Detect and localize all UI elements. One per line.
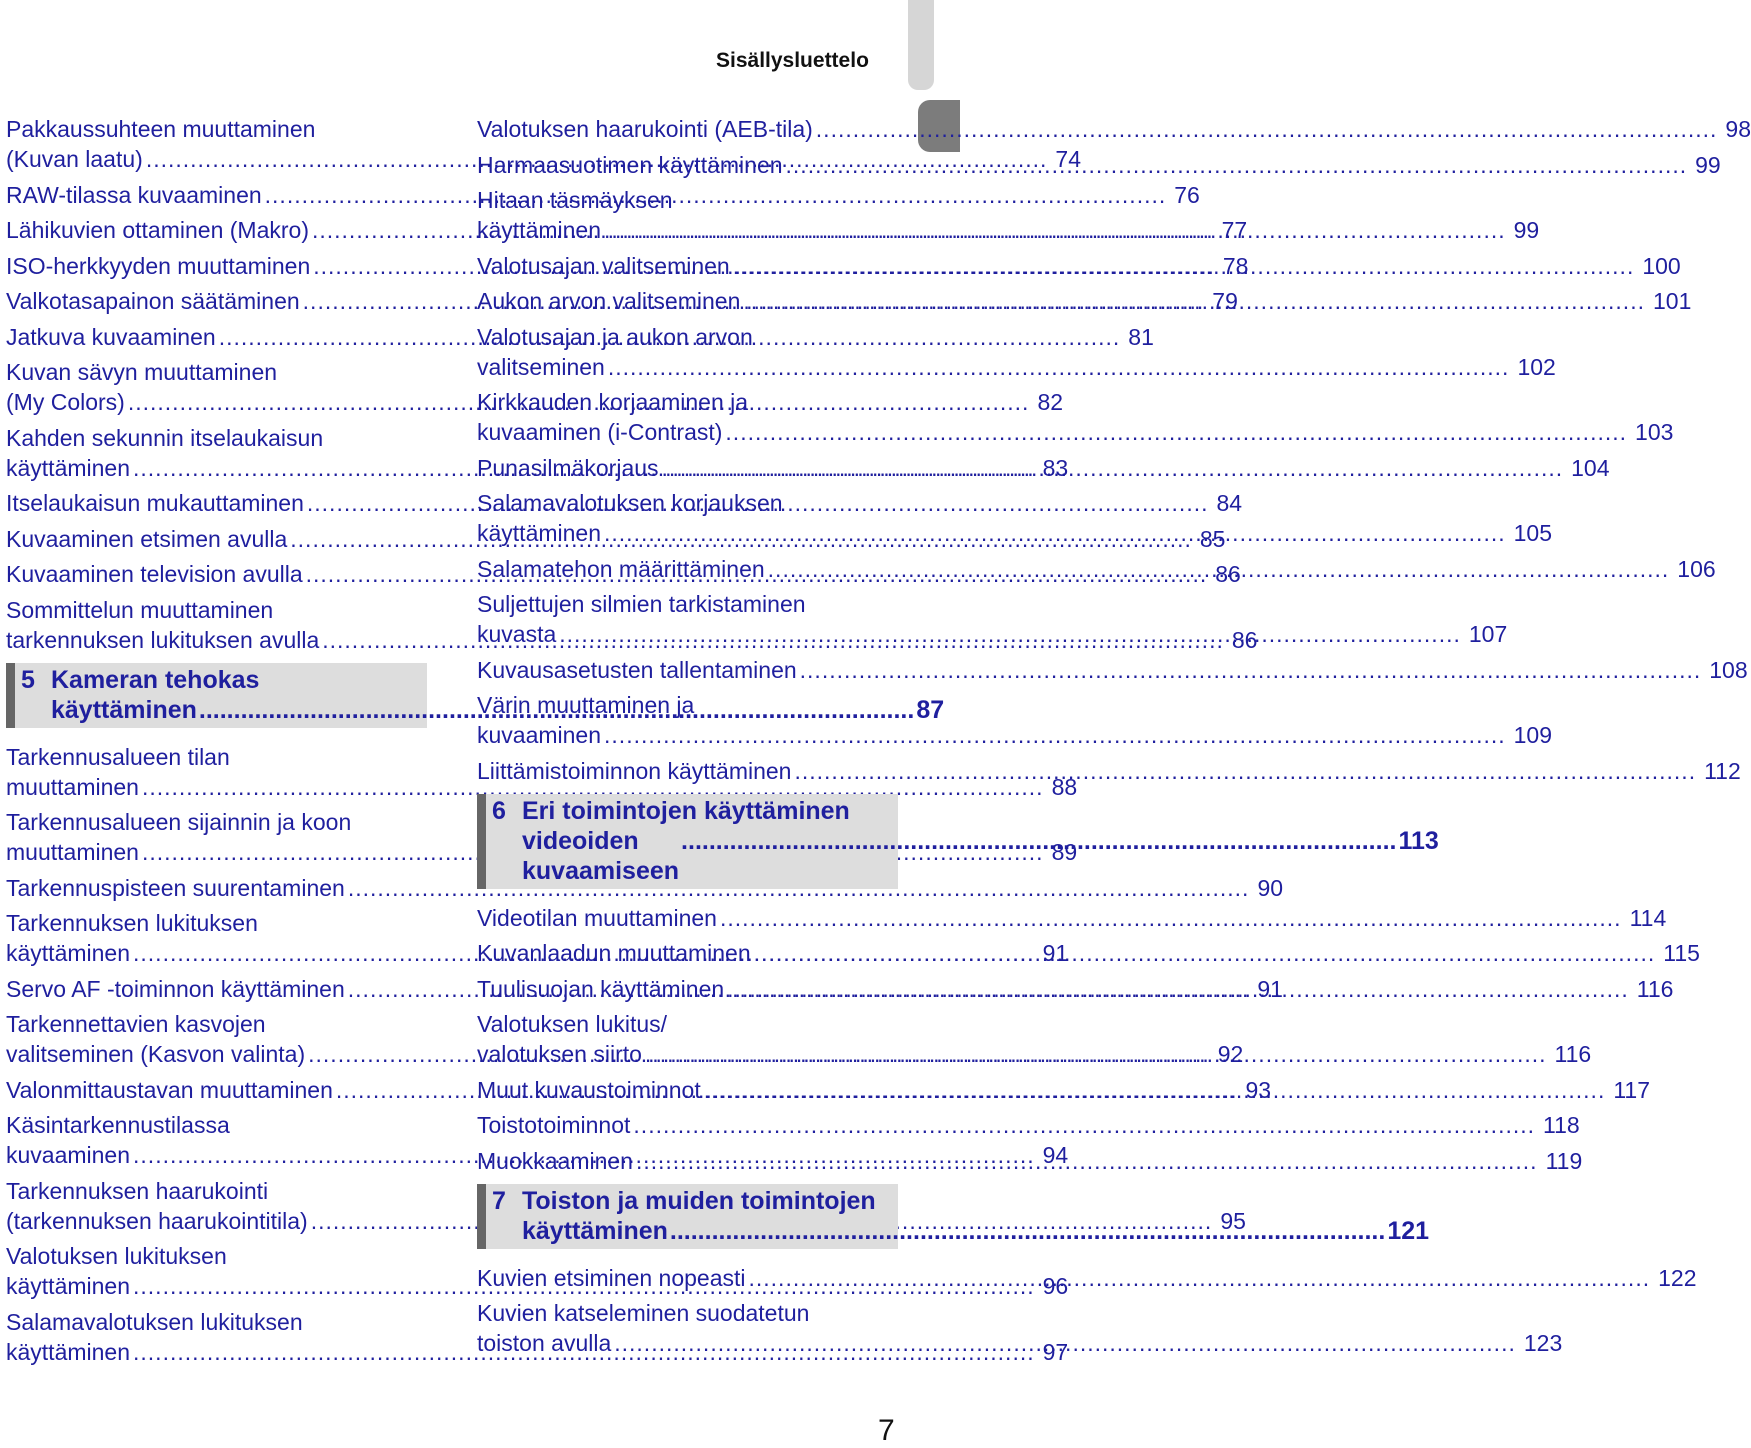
- chapter-heading-body: [522, 1186, 1429, 1246]
- entry-page-number: 85: [1199, 525, 1226, 552]
- entry-text: Kuvausasetusten tallentaminen: [477, 656, 797, 683]
- dot-leader: [681, 826, 1396, 856]
- chapter-title-row: [522, 1216, 1429, 1246]
- toc-entry[interactable]: [477, 756, 1741, 786]
- entry-page-number: 107: [1468, 621, 1508, 647]
- entry-title: Kahden sekunnin itselaukaisun: [6, 424, 324, 451]
- entry-title: Värin muuttaminen ja: [477, 692, 695, 718]
- chapter-title: Kameran tehokas: [51, 665, 260, 694]
- dot-leader: [786, 150, 1688, 180]
- dot-leader: [754, 938, 1656, 968]
- entry-page-number: 92: [1217, 1041, 1244, 1067]
- entry-page-number: 104: [1571, 454, 1610, 481]
- entry-text: muuttaminen: [6, 773, 139, 800]
- toc-entry[interactable]: [477, 655, 1748, 685]
- chapter-page-number: 121: [1387, 1216, 1430, 1245]
- entry-text: Itselaukaisun mukauttaminen: [6, 490, 304, 516]
- entry-text: Kuvaaminen television avulla: [6, 561, 303, 587]
- entry-page-number: 91: [1257, 975, 1283, 1002]
- entry-text: käyttäminen: [6, 1273, 131, 1299]
- entry-row: [477, 352, 1556, 382]
- entry-text: Harmaasuotimen käyttäminen: [477, 151, 783, 178]
- entry-title: Käsintarkennustilassa: [6, 1112, 230, 1138]
- entry-page-number: 76: [1174, 181, 1200, 208]
- chapter-title: Eri toimintojen käyttäminen: [522, 796, 850, 825]
- entry-title: Kuvien katseleminen suodatetun: [477, 1300, 810, 1326]
- dot-leader: [727, 974, 1629, 1004]
- entry-text: Jatkuva kuvaaminen: [6, 323, 216, 350]
- entry-page-number: 118: [1543, 1112, 1580, 1138]
- entry-title: Tarkennusalueen tilan: [6, 743, 230, 770]
- entry-text: Punasilmäkorjaus: [477, 454, 659, 481]
- entry-page-number: 83: [1042, 454, 1069, 481]
- chapter-title: Toiston ja muiden toimintojen: [522, 1186, 876, 1215]
- entry-title: Kirkkauden korjaaminen ja: [477, 389, 749, 415]
- entry-text: valitseminen (Kasvon valinta): [6, 1041, 306, 1067]
- entry-page-number: 77: [1221, 217, 1248, 243]
- entry-text: Lähikuvien ottaminen (Makro): [6, 217, 309, 243]
- entry-text: käyttäminen: [6, 940, 131, 966]
- chapter-number: 6: [492, 796, 506, 825]
- entry-row: [6, 873, 1284, 903]
- dot-leader: [670, 1216, 1385, 1246]
- toc-entry[interactable]: [477, 903, 1667, 933]
- entry-text: Servo AF -toiminnon käyttäminen: [6, 975, 345, 1002]
- entry-row: [477, 655, 1748, 685]
- entry-title: Salamavalotuksen lukituksen: [6, 1308, 303, 1335]
- entry-text: ISO-herkkyyden muuttaminen: [6, 252, 311, 279]
- entry-text: Tuulisuojan käyttäminen: [477, 975, 725, 1002]
- entry-text: käyttäminen: [477, 520, 602, 546]
- entry-page-number: 109: [1513, 722, 1553, 748]
- toc-entry[interactable]: [477, 114, 1751, 144]
- entry-title: Sommittelun muuttaminen: [6, 596, 274, 623]
- entry-text: Kuvien etsiminen nopeasti: [477, 1264, 746, 1291]
- dot-leader: [645, 1039, 1547, 1069]
- entry-page-number: 105: [1513, 520, 1552, 546]
- entry-page-number: 94: [1042, 1142, 1069, 1168]
- dot-leader: [733, 251, 1635, 281]
- dot-leader: [608, 352, 1510, 382]
- entry-page-number: 123: [1523, 1330, 1563, 1356]
- dot-leader: [800, 655, 1702, 685]
- chapter-title-continued: videoiden kuvaamiseen: [522, 826, 680, 885]
- entry-row: [477, 114, 1751, 144]
- chapter-title-continued: käyttäminen: [51, 695, 197, 724]
- entry-page-number: 79: [1212, 288, 1238, 314]
- chapter-number: 7: [492, 1186, 506, 1215]
- entry-page-number: 114: [1629, 904, 1667, 931]
- entry-page-number: 74: [1055, 146, 1082, 172]
- dot-leader: [743, 286, 1645, 316]
- chapter-number: 5: [21, 665, 35, 694]
- page-number: 7: [878, 1414, 895, 1447]
- entry-text: Tarkennuspisteen suurentaminen: [6, 874, 345, 901]
- entry-row: [477, 417, 1674, 447]
- dot-leader: [559, 619, 1461, 649]
- entry-page-number: 122: [1658, 1264, 1697, 1291]
- entry-title: Tarkennusalueen sijainnin ja koon: [6, 809, 352, 835]
- chapter-page-number: 113: [1398, 826, 1439, 855]
- entry-text: toiston avulla: [477, 1330, 612, 1356]
- entry-title: Valotuksen lukituksen: [6, 1243, 227, 1269]
- running-header: Sisällysluettelo: [716, 49, 869, 72]
- entry-page-number: 86: [1231, 626, 1258, 653]
- entry-text: (Kuvan laatu): [6, 146, 143, 172]
- chapter-title-continued: käyttäminen: [522, 1216, 668, 1245]
- entry-text: (tarkennuksen haarukointitila): [6, 1207, 308, 1234]
- entry-text: Aukon arvon valitseminen: [477, 288, 741, 314]
- dot-leader: [725, 417, 1627, 447]
- dot-leader: [633, 1110, 1535, 1140]
- entry-text: käyttäminen: [6, 1338, 131, 1365]
- entry-page-number: 115: [1663, 940, 1700, 966]
- entry-page-number: 119: [1545, 1147, 1583, 1174]
- entry-row: [477, 720, 1553, 750]
- entry-title: Hitaan täsmäyksen: [477, 187, 673, 213]
- toc-entry[interactable]: [477, 1110, 1580, 1140]
- dot-leader: [604, 215, 1506, 245]
- entry-title: Valotuksen lukitus/: [477, 1011, 668, 1037]
- dot-leader: [662, 453, 1564, 483]
- chapter-heading-body: [522, 796, 1439, 886]
- entry-text: Kuvaaminen etsimen avulla: [6, 525, 288, 552]
- entry-text: käyttäminen: [6, 454, 131, 481]
- entry-text: RAW-tilassa kuvaaminen: [6, 181, 262, 208]
- dot-leader: [636, 1146, 1538, 1176]
- entry-page-number: 81: [1128, 323, 1154, 350]
- entry-page-number: 108: [1709, 656, 1748, 683]
- entry-title: Tarkennuksen haarukointi: [6, 1177, 269, 1204]
- chapter-title-row: [522, 826, 1439, 886]
- entry-text: Valotusajan valitseminen: [477, 252, 730, 279]
- entry-text: Muut kuvaustoiminnot: [477, 1076, 701, 1103]
- entry-page-number: 97: [1042, 1338, 1069, 1365]
- entry-row: [477, 1110, 1580, 1140]
- entry-page-number: 82: [1037, 389, 1064, 415]
- toc-entry[interactable]: [6, 873, 1284, 903]
- entry-row: [477, 756, 1741, 786]
- chapter-page-number: 87: [916, 695, 945, 724]
- entry-text: Valkotasapainon säätäminen: [6, 288, 300, 314]
- dot-leader: [749, 1263, 1651, 1293]
- entry-page-number: 88: [1051, 773, 1078, 800]
- dot-leader: [604, 720, 1506, 750]
- entry-page-number: 112: [1704, 757, 1741, 784]
- entry-page-number: 99: [1513, 217, 1540, 243]
- entry-row: [477, 903, 1667, 933]
- entry-page-number: 117: [1613, 1076, 1651, 1103]
- entry-title: Salamavalotuksen korjauksen: [477, 490, 783, 516]
- dot-leader: [720, 903, 1622, 933]
- entry-page-number: 101: [1652, 288, 1692, 314]
- entry-text: Liittämistoiminnon käyttäminen: [477, 757, 792, 784]
- entry-page-number: 84: [1216, 490, 1243, 516]
- entry-title: Tarkennuksen lukituksen: [6, 910, 258, 936]
- entry-title: Suljettujen silmien tarkistaminen: [477, 591, 806, 617]
- entry-title: Valotusajan ja aukon arvon: [477, 323, 753, 350]
- entry-text: Toistotoiminnot: [477, 1112, 631, 1138]
- entry-text: kuvaaminen: [6, 1142, 131, 1168]
- entry-page-number: 89: [1051, 839, 1078, 865]
- entry-text: kuvasta: [477, 621, 557, 647]
- dot-leader: [794, 756, 1696, 786]
- entry-page-number: 90: [1257, 874, 1284, 901]
- dot-leader: [604, 518, 1506, 548]
- entry-page-number: 78: [1222, 252, 1249, 279]
- entry-page-number: 106: [1677, 555, 1716, 582]
- entry-text: Valotuksen haarukointi (AEB-tila): [477, 116, 813, 142]
- entry-page-number: 96: [1042, 1273, 1069, 1299]
- entry-page-number: 116: [1554, 1041, 1592, 1067]
- entry-text: Kuvanlaadun muuttaminen: [477, 940, 751, 966]
- entry-text: Valonmittaustavan muuttaminen: [6, 1076, 333, 1103]
- entry-text: Videotilan muuttaminen: [477, 904, 717, 931]
- entry-page-number: 99: [1695, 151, 1721, 178]
- entry-text: valitseminen: [477, 353, 605, 380]
- entry-page-number: 86: [1215, 561, 1241, 587]
- entry-text: valotuksen siirto: [477, 1041, 642, 1067]
- entry-text: tarkennuksen lukituksen avulla: [6, 626, 320, 653]
- entry-page-number: 93: [1245, 1076, 1272, 1103]
- entry-page-number: 116: [1636, 975, 1674, 1002]
- dot-leader: [614, 1328, 1516, 1358]
- entry-text: käyttäminen: [477, 217, 602, 243]
- entry-row: [6, 772, 1078, 802]
- entry-text: kuvaaminen: [477, 722, 602, 748]
- entry-page-number: 91: [1042, 940, 1069, 966]
- section-tab-upper: [908, 0, 934, 90]
- entry-text: kuvaaminen (i-Contrast): [477, 419, 723, 445]
- entry-text: Muokkaaminen: [477, 1147, 633, 1174]
- entry-page-number: 102: [1517, 353, 1556, 380]
- entry-page-number: 95: [1220, 1207, 1246, 1234]
- entry-title: Kuvan sävyn muuttaminen: [6, 359, 278, 385]
- entry-page-number: 100: [1642, 252, 1681, 279]
- entry-text: (My Colors): [6, 389, 125, 415]
- entry-page-number: 98: [1725, 116, 1751, 142]
- dot-leader: [768, 554, 1670, 584]
- entry-text: muuttaminen: [6, 839, 139, 865]
- entry-text: Salamatehon määrittäminen: [477, 555, 765, 582]
- entry-title: Tarkennettavien kasvojen: [6, 1011, 266, 1037]
- entry-page-number: 103: [1635, 419, 1674, 445]
- dot-leader: [704, 1075, 1606, 1105]
- dot-leader: [816, 114, 1718, 144]
- entry-title: Pakkaussuhteen muuttaminen: [6, 116, 316, 142]
